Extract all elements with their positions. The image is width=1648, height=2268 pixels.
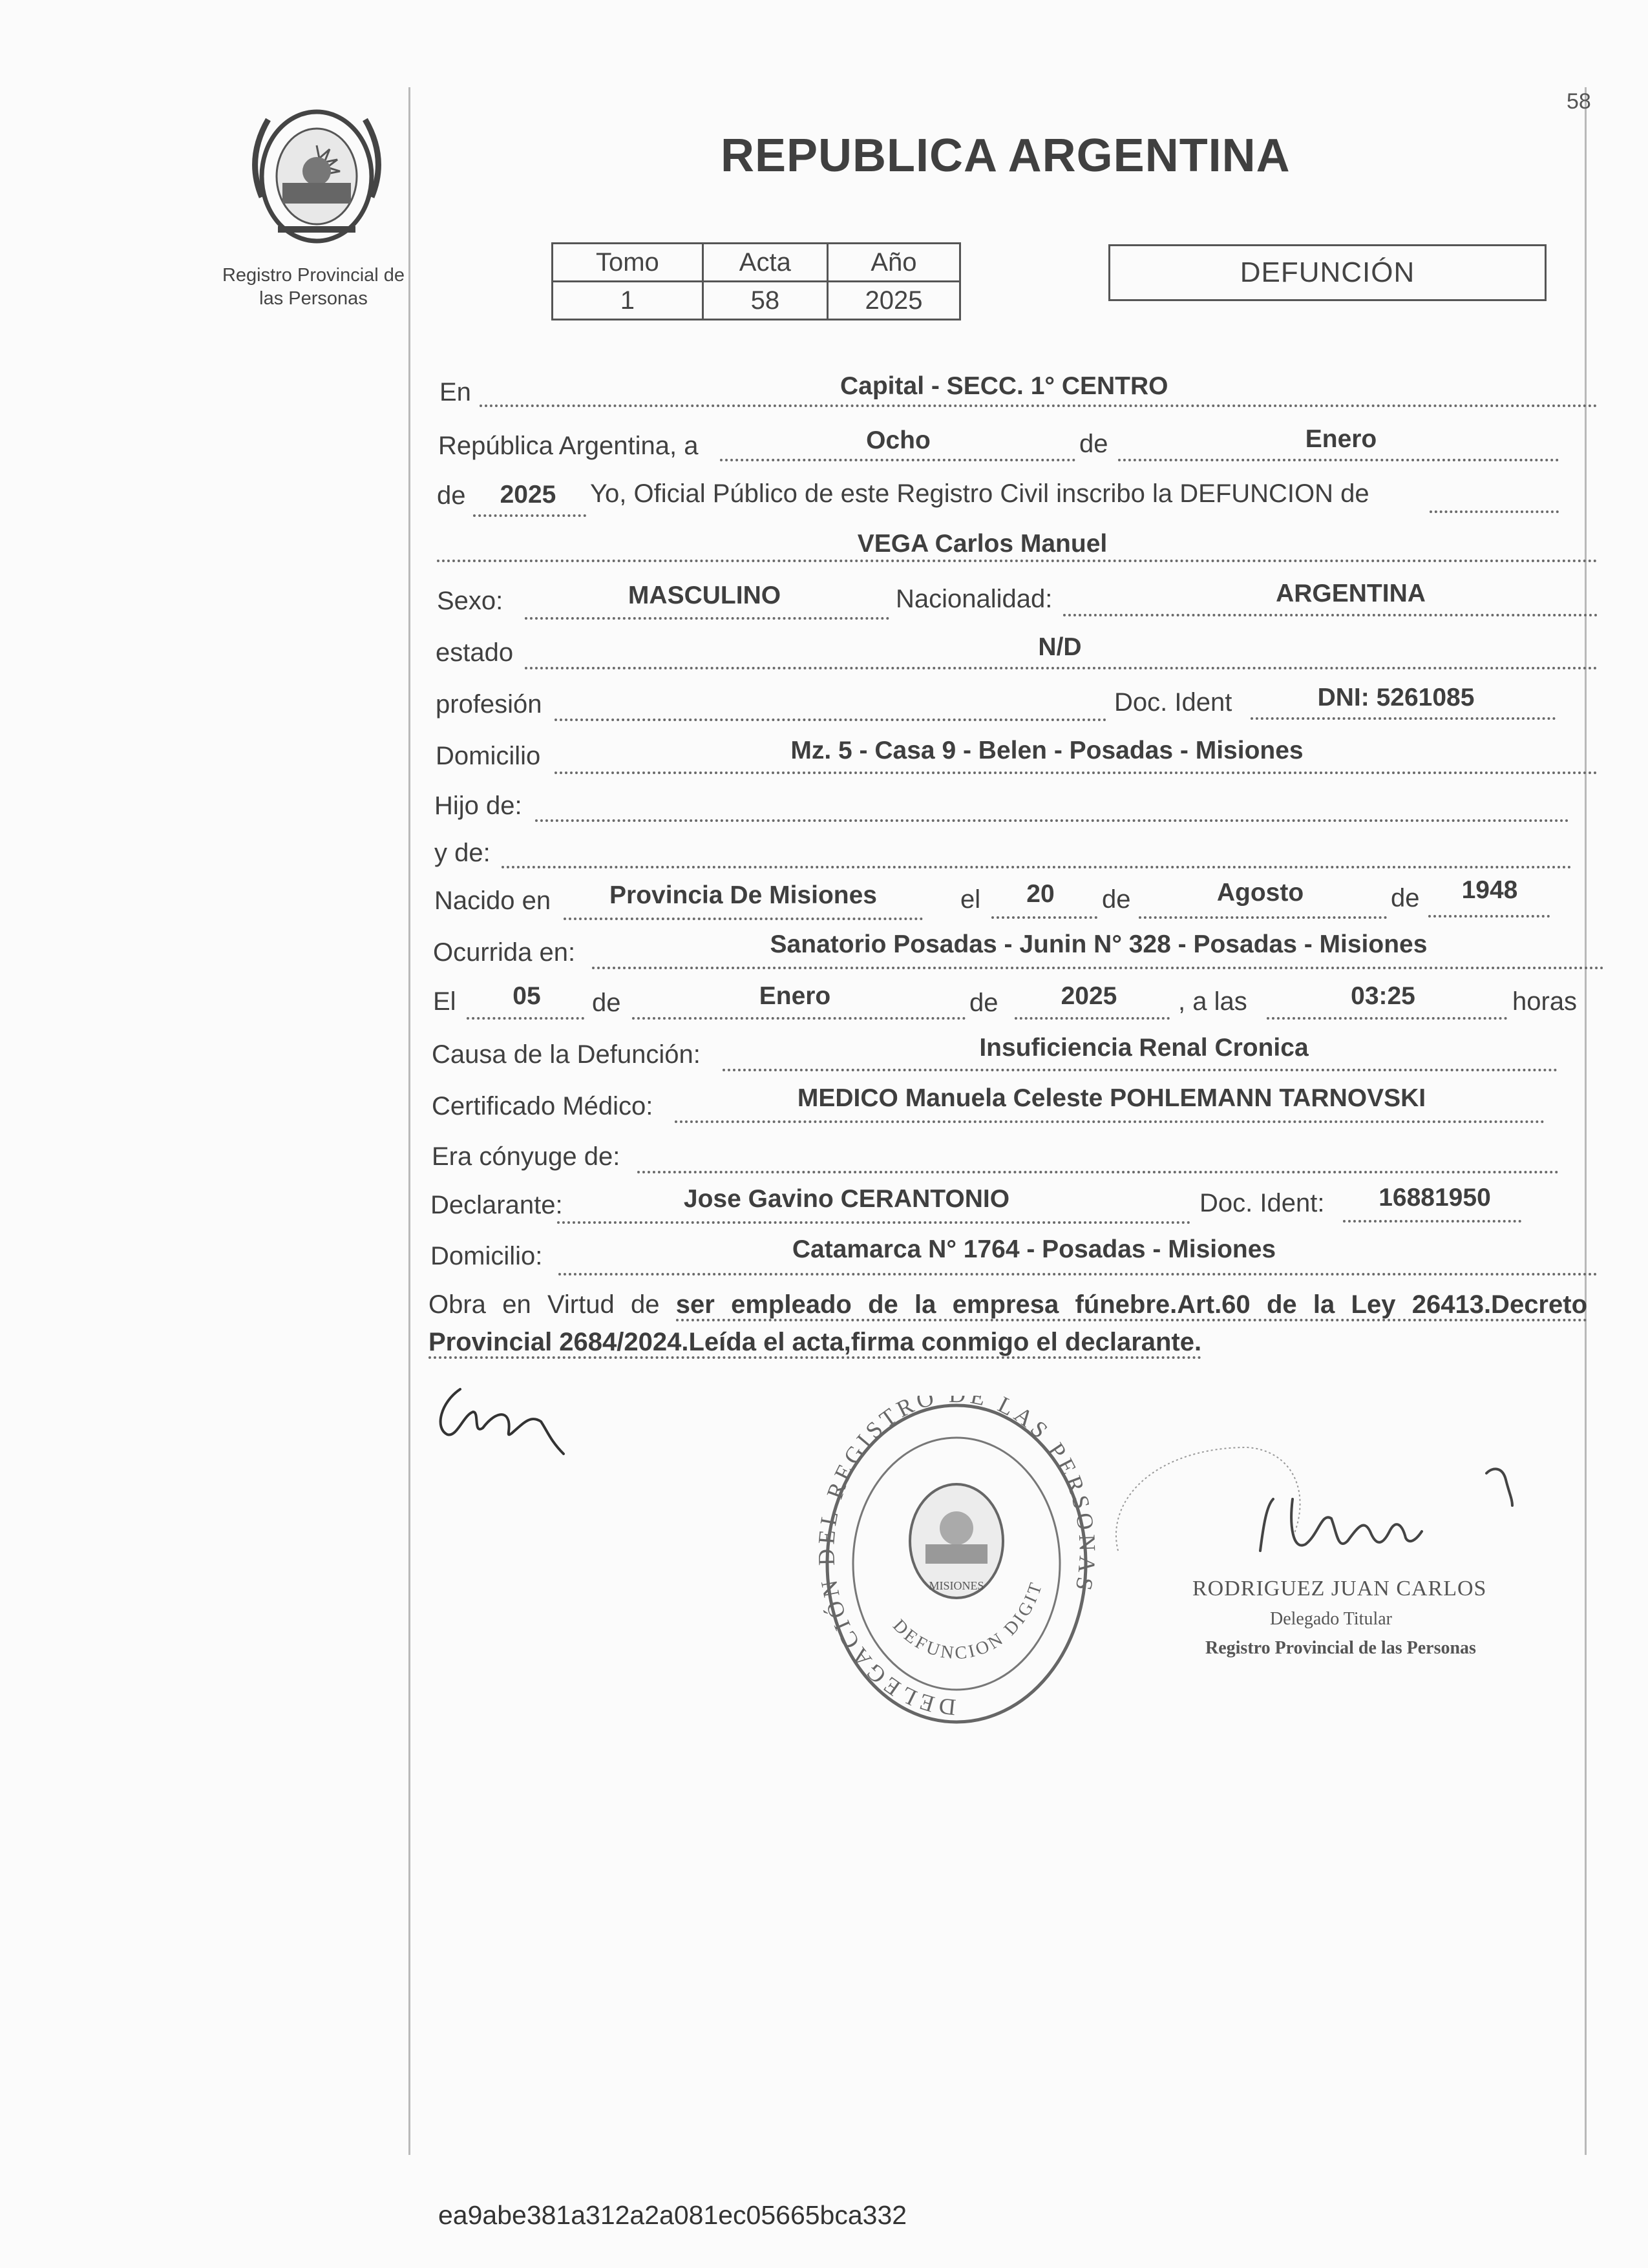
- label-de-1: de: [1079, 430, 1108, 458]
- label-ocurrida-en: Ocurrida en:: [433, 938, 576, 967]
- label-causa: Causa de la Defunción:: [432, 1040, 701, 1069]
- label-de-3: de: [1102, 885, 1131, 914]
- label-el-1: el: [960, 885, 981, 914]
- dots-conyuge: [637, 1171, 1559, 1173]
- field-nacido-mes: Agosto: [1216, 879, 1304, 907]
- dots-nacido-en: [564, 918, 923, 920]
- label-conyuge: Era cónyuge de:: [432, 1142, 620, 1171]
- stamp-bottom-text: DEFUNCION DIGIT: [889, 1579, 1047, 1664]
- field-lugar: Capital - SECC. 1° CENTRO: [840, 372, 1168, 400]
- label-doc-ident: Doc. Ident: [1114, 688, 1232, 717]
- footer-hash: ea9abe381a312a2a081ec05665bca332: [438, 2200, 907, 2230]
- field-nacionalidad: ARGENTINA: [1276, 580, 1426, 607]
- label-de-5: de: [592, 989, 621, 1017]
- registry-label: [200, 264, 427, 310]
- document-type-box: DEFUNCIÓN: [1108, 244, 1547, 301]
- dots-doc-ident: [1251, 717, 1556, 720]
- label-a-las: , a las: [1178, 987, 1247, 1016]
- stamp-ring-text: DELEGACIÓN DEL REGISTRO E LAS PERSONAS: [814, 1396, 1099, 1721]
- officer-office: Registro Provincial de las Personas: [1205, 1638, 1476, 1658]
- field-causa: Insuficiencia Renal Cronica: [979, 1034, 1309, 1062]
- field-declarante: Jose Gavino CERANTONIO: [683, 1185, 1010, 1213]
- dots-nacido-anio: [1428, 915, 1550, 918]
- officer-name: RODRIGUEZ JUAN CARLOS: [1192, 1577, 1487, 1601]
- field-fallec-mes: Enero: [759, 982, 831, 1010]
- field-dia-texto: Ocho: [866, 426, 931, 454]
- dots-certificado: [675, 1120, 1545, 1123]
- dots-causa: [723, 1069, 1558, 1071]
- dots-fallec-mes: [632, 1017, 966, 1020]
- label-de-4: de: [1391, 884, 1420, 912]
- dots-nacido-dia: [991, 916, 1097, 919]
- registry-label-line1: Registro Provincial de: [222, 265, 405, 286]
- dots-fallec-anio: [1015, 1017, 1170, 1020]
- right-margin-line: [1585, 87, 1587, 2155]
- field-declarante-domicilio: Catamarca N° 1764 - Posadas - Misiones: [792, 1235, 1276, 1263]
- dots-lugar: [480, 404, 1598, 407]
- dots-dia: [720, 459, 1075, 461]
- label-declarante: Declarante:: [430, 1191, 563, 1219]
- label-nacionalidad: Nacionalidad:: [896, 585, 1053, 613]
- field-certificado: MEDICO Manuela Celeste POHLEMANN TARNOVSKI: [797, 1084, 1426, 1112]
- book-table-header-anio: Año: [827, 244, 960, 282]
- dots-estado: [525, 667, 1598, 669]
- field-ocurrida-en: Sanatorio Posadas - Junin N° 328 - Posadas - Misiones: [770, 930, 1428, 958]
- book-table-acta: 58: [703, 282, 827, 320]
- stamp-center-text: MISIONES: [929, 1579, 984, 1592]
- dots-defuncion-de: [1430, 510, 1559, 513]
- dots-y-de: [502, 866, 1572, 868]
- dots-declarante-doc: [1343, 1220, 1521, 1223]
- field-declarante-doc: 16881950: [1379, 1184, 1491, 1212]
- province-emblem: [242, 100, 391, 249]
- dots-hijo-de: [535, 819, 1569, 822]
- field-nacido-en: Provincia De Misiones: [609, 881, 877, 909]
- dots-mes: [1118, 459, 1559, 461]
- book-table: [551, 242, 961, 320]
- label-de-6: de: [969, 989, 998, 1017]
- label-domicilio-2: Domicilio:: [430, 1242, 543, 1270]
- left-margin-line: [408, 87, 410, 2155]
- label-de-2: de: [437, 481, 466, 510]
- label-profesion: profesión: [436, 690, 542, 719]
- label-y-de: y de:: [434, 839, 491, 867]
- field-domicilio: Mz. 5 - Casa 9 - Belen - Posadas - Misiones: [790, 737, 1304, 764]
- officer-title: Delegado Titular: [1270, 1609, 1392, 1629]
- registry-label-line2: las Personas: [259, 288, 368, 309]
- label-hijo-de: Hijo de:: [434, 792, 522, 820]
- dots-fallec-dia: [467, 1017, 584, 1020]
- label-nacido-en: Nacido en: [434, 887, 551, 915]
- field-nacido-anio: 1948: [1461, 876, 1518, 904]
- dots-domicilio: [555, 772, 1598, 774]
- field-fallec-anio: 2025: [1061, 982, 1117, 1010]
- label-certificado: Certificado Médico:: [432, 1092, 653, 1120]
- dots-anio: [473, 514, 586, 517]
- dots-declarante: [557, 1221, 1190, 1224]
- obra-text: ser empleado de la empresa fúnebre.Art.60 de la Ley 26413.Decreto Provincial 2684/2024.Leída el acta,firma conmigo el declarante.: [428, 1290, 1587, 1359]
- book-table-header-tomo: Tomo: [553, 244, 703, 282]
- field-sexo: MASCULINO: [628, 582, 781, 609]
- dots-sexo: [525, 617, 889, 620]
- book-table-tomo: 1: [553, 282, 703, 320]
- field-nacido-dia: 20: [1026, 880, 1055, 908]
- field-fallec-dia: 05: [512, 982, 541, 1010]
- field-mes: Enero: [1305, 425, 1377, 453]
- label-horas: horas: [1512, 987, 1578, 1016]
- field-doc-ident: DNI: 5261085: [1317, 684, 1475, 711]
- dots-profesion: [555, 719, 1106, 721]
- document-title: REPUBLICA ARGENTINA: [721, 130, 1291, 182]
- page-number: 58: [1567, 89, 1591, 114]
- label-sexo: Sexo:: [437, 587, 503, 615]
- dots-nacionalidad: [1063, 614, 1598, 616]
- declarant-signature: [434, 1376, 609, 1467]
- dots-fallec-hora: [1267, 1017, 1507, 1020]
- book-table-header-acta: Acta: [703, 244, 827, 282]
- label-en: En: [439, 378, 471, 406]
- label-estado: estado: [436, 638, 514, 667]
- dots-nombre: [437, 560, 1598, 562]
- label-domicilio: Domicilio: [436, 742, 541, 770]
- field-nombre: VEGA Carlos Manuel: [857, 530, 1108, 558]
- dots-nacido-mes: [1139, 916, 1387, 919]
- label-republica: República Argentina, a: [438, 432, 699, 460]
- field-fallec-hora: 03:25: [1351, 982, 1415, 1010]
- obra-prefix: Obra en Virtud de: [428, 1290, 660, 1319]
- registry-stamp: [814, 1396, 1099, 1732]
- obra-paragraph: [428, 1286, 1587, 1361]
- book-table-anio: 2025: [827, 282, 960, 320]
- label-yo-oficial: Yo, Oficial Público de este Registro Civil inscribo la DEFUNCION de: [590, 479, 1369, 508]
- field-estado: N/D: [1038, 633, 1082, 661]
- dots-declarante-domicilio: [558, 1273, 1598, 1276]
- dots-ocurrida-en: [592, 967, 1604, 969]
- label-doc-ident-2: Doc. Ident:: [1199, 1189, 1325, 1217]
- label-el-2: El: [433, 987, 456, 1016]
- field-anio: 2025: [500, 481, 556, 509]
